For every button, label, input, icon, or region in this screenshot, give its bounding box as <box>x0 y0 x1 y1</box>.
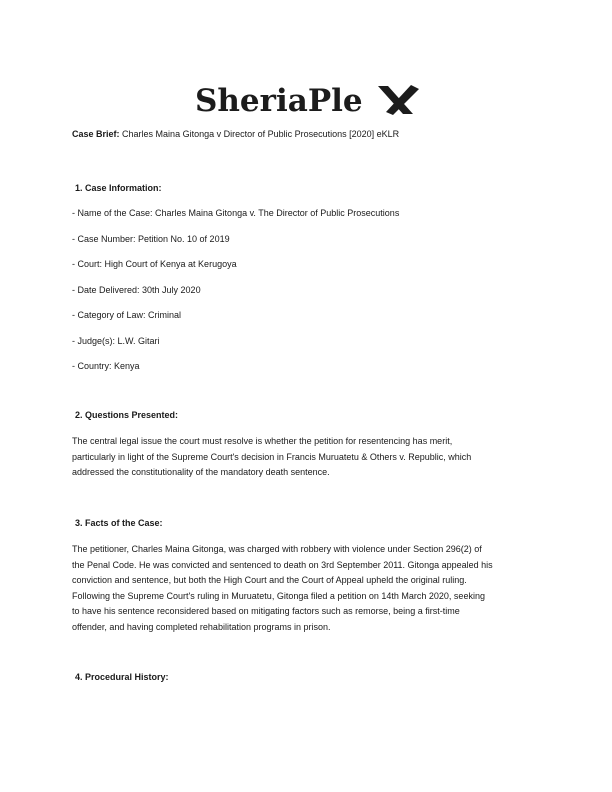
case-brief-line <box>72 128 399 140</box>
paragraph-line: the Penal Code. He was convicted and sentenced to death on 3rd September 2011. Gitonga appealed his <box>72 559 493 570</box>
questions-presented-paragraph <box>72 434 540 481</box>
paragraph-line: to have his sentence reconsidered based on mitigating factors such as remorse, being a first-time <box>72 606 460 616</box>
sheriaplex-logo <box>195 78 420 120</box>
paragraph-line: The petitioner, Charles Maina Gitonga, was charged with robbery with violence under Section 296(2) of <box>72 544 482 554</box>
section-heading-case-information: 1. Case Information: <box>75 183 162 193</box>
paragraph-line: particularly in light of the Supreme Court's decision in Francis Muruatetu & Others v. Republic, which <box>72 451 472 462</box>
list-item: - Name of the Case: Charles Maina Gitonga v. The Director of Public Prosecutions <box>72 208 400 218</box>
paragraph-line: offender, and having completed rehabilitation programs in prison. <box>72 621 331 632</box>
paragraph-line: Following the Supreme Court's ruling in Muruatetu, Gitonga filed a petition on 14th March 2020, seeking <box>72 590 485 601</box>
case-brief-title: Charles Maina Gitonga v Director of Public Prosecutions [2020] eKLR <box>122 129 400 139</box>
section-heading-facts: 3. Facts of the Case: <box>75 518 163 528</box>
list-item: - Judge(s): L.W. Gitari <box>72 336 160 346</box>
list-item: - Category of Law: Criminal <box>72 310 182 320</box>
case-brief-label: Case Brief: <box>72 129 120 139</box>
paragraph-line: addressed the constitutionality of the mandatory death sentence. <box>72 467 330 477</box>
facts-paragraph <box>72 542 540 635</box>
logo-x-mark <box>378 85 419 115</box>
paragraph-line: The central legal issue the court must resolve is whether the petition for resentencing has merit, <box>72 436 453 446</box>
section-heading-questions-presented: 2. Questions Presented: <box>75 410 179 420</box>
section-heading-procedural-history: 4. Procedural History: <box>75 672 169 682</box>
list-item: - Court: High Court of Kenya at Kerugoya <box>72 259 237 269</box>
paragraph-line: conviction and sentence, but both the High Court and the Court of Appeal upheld the original ruling. <box>72 575 467 585</box>
list-item: - Date Delivered: 30th July 2020 <box>72 285 201 295</box>
list-item: - Case Number: Petition No. 10 of 2019 <box>72 234 230 244</box>
logo-wordmark: SheriaPle <box>195 83 363 119</box>
list-item: - Country: Kenya <box>72 361 140 371</box>
